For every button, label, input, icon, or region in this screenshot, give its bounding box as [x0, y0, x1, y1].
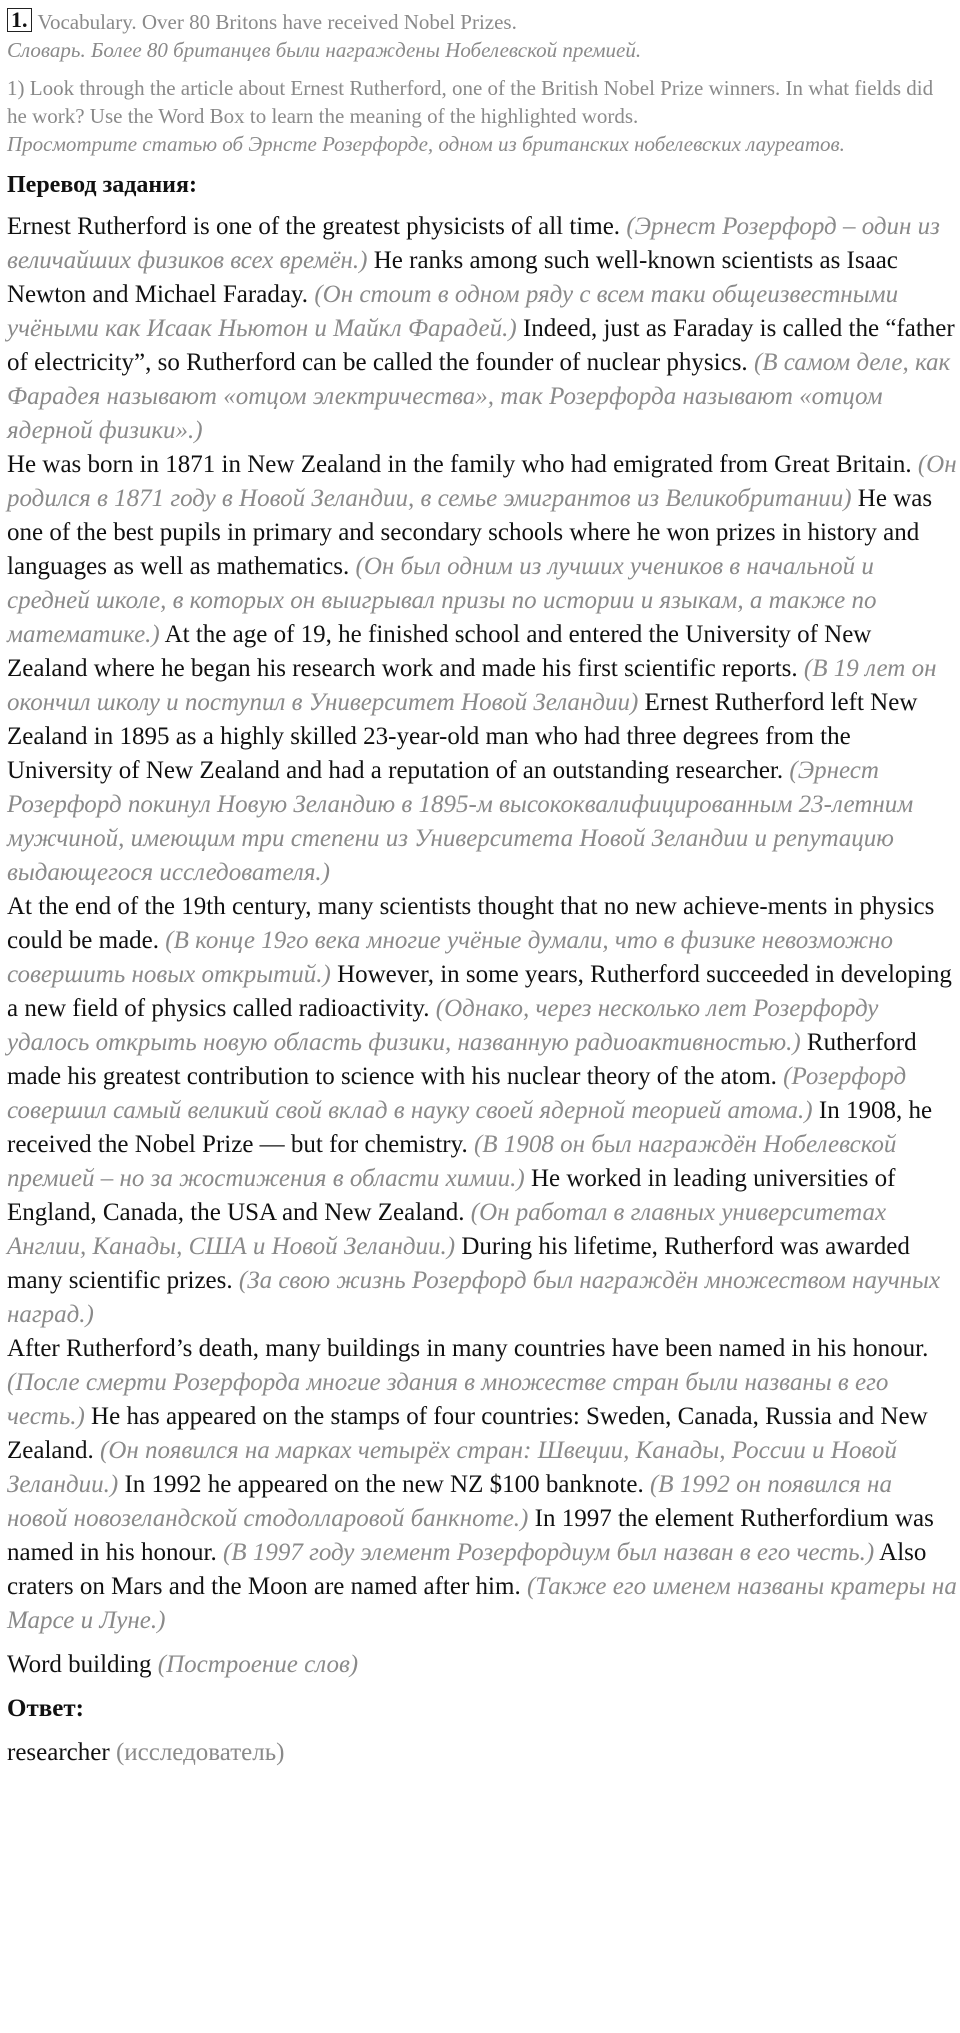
sentence-en: At the age of 19, he finished school and entered the University of New Zealand where he began his research work and made his first scientific reports.: [7, 621, 872, 682]
answer-label: Ответ:: [7, 1695, 84, 1722]
sentence-en: In 1908, he received the Nobel Prize — but for chemistry.: [7, 1097, 933, 1158]
sentence-ru-translation: (В самом деле, как Фарадея называют «отцом электричества», так Розерфорда называют «отцом ядерной физики».): [7, 349, 951, 444]
sentence-ru-translation: (За свою жизнь Розерфорд был награждён множеством научных наград.): [7, 1267, 941, 1328]
article-paragraph: [7, 210, 958, 448]
exercise-title-en: Vocabulary. Over 80 Britons have received Nobel Prizes.: [37, 10, 517, 34]
task-text-en: 1) Look through the article about Ernest Rutherford, one of the British Nobel Prize winners. In what fields did he work? Use the Word Box to learn the meaning of the highlighted words.: [7, 76, 934, 128]
answer-block: [7, 1648, 958, 1770]
sentence-en: Rutherford made his greatest contribution to science with his nuclear theory of the atom.: [7, 1029, 917, 1090]
sentence-en: After Rutherford’s death, many buildings in many countries have been named in his honour.: [7, 1335, 929, 1362]
sentence-en: However, in some years, Rutherford succeeded in developing a new field of physics called radioactivity.: [7, 961, 952, 1022]
sentence-ru-translation: (Он работал в главных университетах Англии, Канады, США и Новой Зеландии.): [7, 1199, 887, 1260]
sentence-en: In 1997 the element Rutherfordium was named in his honour.: [7, 1505, 934, 1566]
sentence-ru-translation: (Он родился в 1871 году в Новой Зеландии, в семье эмигрантов из Великобритании): [7, 451, 957, 512]
article-paragraph: [7, 1332, 958, 1638]
sentence-en: He has appeared on the stamps of four countries: Sweden, Canada, Russia and New Zealand.: [7, 1403, 928, 1464]
sentence-ru-translation: (Розерфорд совершил самый великий свой вклад в науку своей ядерной теорией атома.): [7, 1063, 907, 1124]
sentence-ru-translation: (Также его именем названы кратеры на Марсе и Луне.): [7, 1573, 957, 1634]
sentence-en: Ernest Rutherford left New Zealand in 1895 as a highly skilled 23-year-old man who had three degrees from the University of New Zealand and had a reputation of an outstanding researcher.: [7, 689, 918, 784]
exercise-number-badge: 1.: [7, 8, 32, 32]
translation-heading: Перевод задания:: [7, 172, 197, 198]
sentence-en: He ranks among such well-known scientists as Isaac Newton and Michael Faraday.: [7, 247, 898, 308]
sentence-en: He was born in 1871 in New Zealand in the family who had emigrated from Great Britain.: [7, 451, 912, 478]
article-paragraph: [7, 448, 958, 890]
sentence-ru-translation: (В 1997 году элемент Розерфордиум был назван в его честь.): [222, 1539, 875, 1566]
sentence-ru-translation: (Эрнест Розерфорд – один из величайших физиков всех времён.): [7, 213, 940, 274]
word-building-en: Word building: [7, 1651, 152, 1678]
sentence-en: Ernest Rutherford is one of the greatest physicists of all time.: [7, 213, 621, 240]
sentence-ru-translation: (Он был одним из лучших учеников в начальной и средней школе, в которых он выигрывал призы по истории и языкам, а также по математике.): [7, 553, 877, 648]
article-paragraph: [7, 890, 958, 1332]
sentence-en: During his lifetime, Rutherford was awarded many scientific prizes.: [7, 1233, 910, 1294]
sentence-en: Indeed, just as Faraday is called the “father of electricity”, so Rutherford can be called the founder of nuclear physics.: [7, 315, 955, 376]
sentence-ru-translation: (После смерти Розерфорда многие здания в множестве стран были названы в его честь.): [7, 1369, 889, 1430]
sentence-ru-translation: (В 1908 он был награждён Нобелевской премией – но за жостижения в области химии.): [7, 1131, 897, 1192]
sentence-ru-translation: (Он стоит в одном ряду с всем таки общеизвестными учёными как Исаак Ньютон и Майкл Фарадей.): [7, 281, 899, 342]
sentence-en: He was one of the best pupils in primary and secondary schools where he won prizes in history and languages as well as mathematics.: [7, 485, 933, 580]
sentence-ru-translation: (Он появился на марках четырёх стран: Швеции, Канады, России и Новой Зеландии.): [7, 1437, 897, 1498]
sentence-ru-translation: (В 19 лет он окончил школу и поступил в Университет Новой Зеландии): [7, 655, 937, 716]
sentence-en: In 1992 he appeared on the new NZ $100 banknote.: [124, 1471, 644, 1498]
sentence-en: He worked in leading universities of England, Canada, the USA and New Zealand.: [7, 1165, 896, 1226]
article-body: [7, 210, 958, 1638]
answer-en: researcher: [7, 1739, 110, 1766]
answer-ru: (исследователь): [115, 1739, 285, 1766]
sentence-ru-translation: (Эрнест Розерфорд покинул Новую Зеландию в 1895-м высококвалифицированным 23-летним мужчиной, имеющим три степени из Университета Новой Зеландии и репутацию выдающегося исследователя.): [7, 757, 914, 886]
sentence-ru-translation: (В конце 19го века многие учёные думали, что в физике невозможно совершить новых открытий.): [7, 927, 893, 988]
task-text-ru: Просмотрите статью об Эрнсте Розерфорде, одном из британских нобелевских лауреатов.: [7, 132, 845, 156]
exercise-title-ru: Словарь. Более 80 британцев были награждены Нобелевской премией.: [7, 38, 642, 62]
exercise-title-line: [7, 8, 958, 36]
sentence-ru-translation: (Однако, через несколько лет Розерфорду удалось открыть новую область физики, названную радиоактивностью.): [7, 995, 879, 1056]
sentence-en: Also craters on Mars and the Moon are named after him.: [7, 1539, 927, 1600]
exercise-header: [7, 8, 958, 158]
sentence-ru-translation: (В 1992 он появился на новой новозеландской стодолларовой банкноте.): [7, 1471, 892, 1532]
answer-line: [7, 1736, 958, 1770]
word-building-ru: (Построение слов): [157, 1651, 359, 1678]
word-building-line: [7, 1648, 958, 1682]
page: [7, 8, 958, 1770]
sentence-en: At the end of the 19th century, many scientists thought that no new achieve-ments in physics could be made.: [7, 893, 935, 954]
